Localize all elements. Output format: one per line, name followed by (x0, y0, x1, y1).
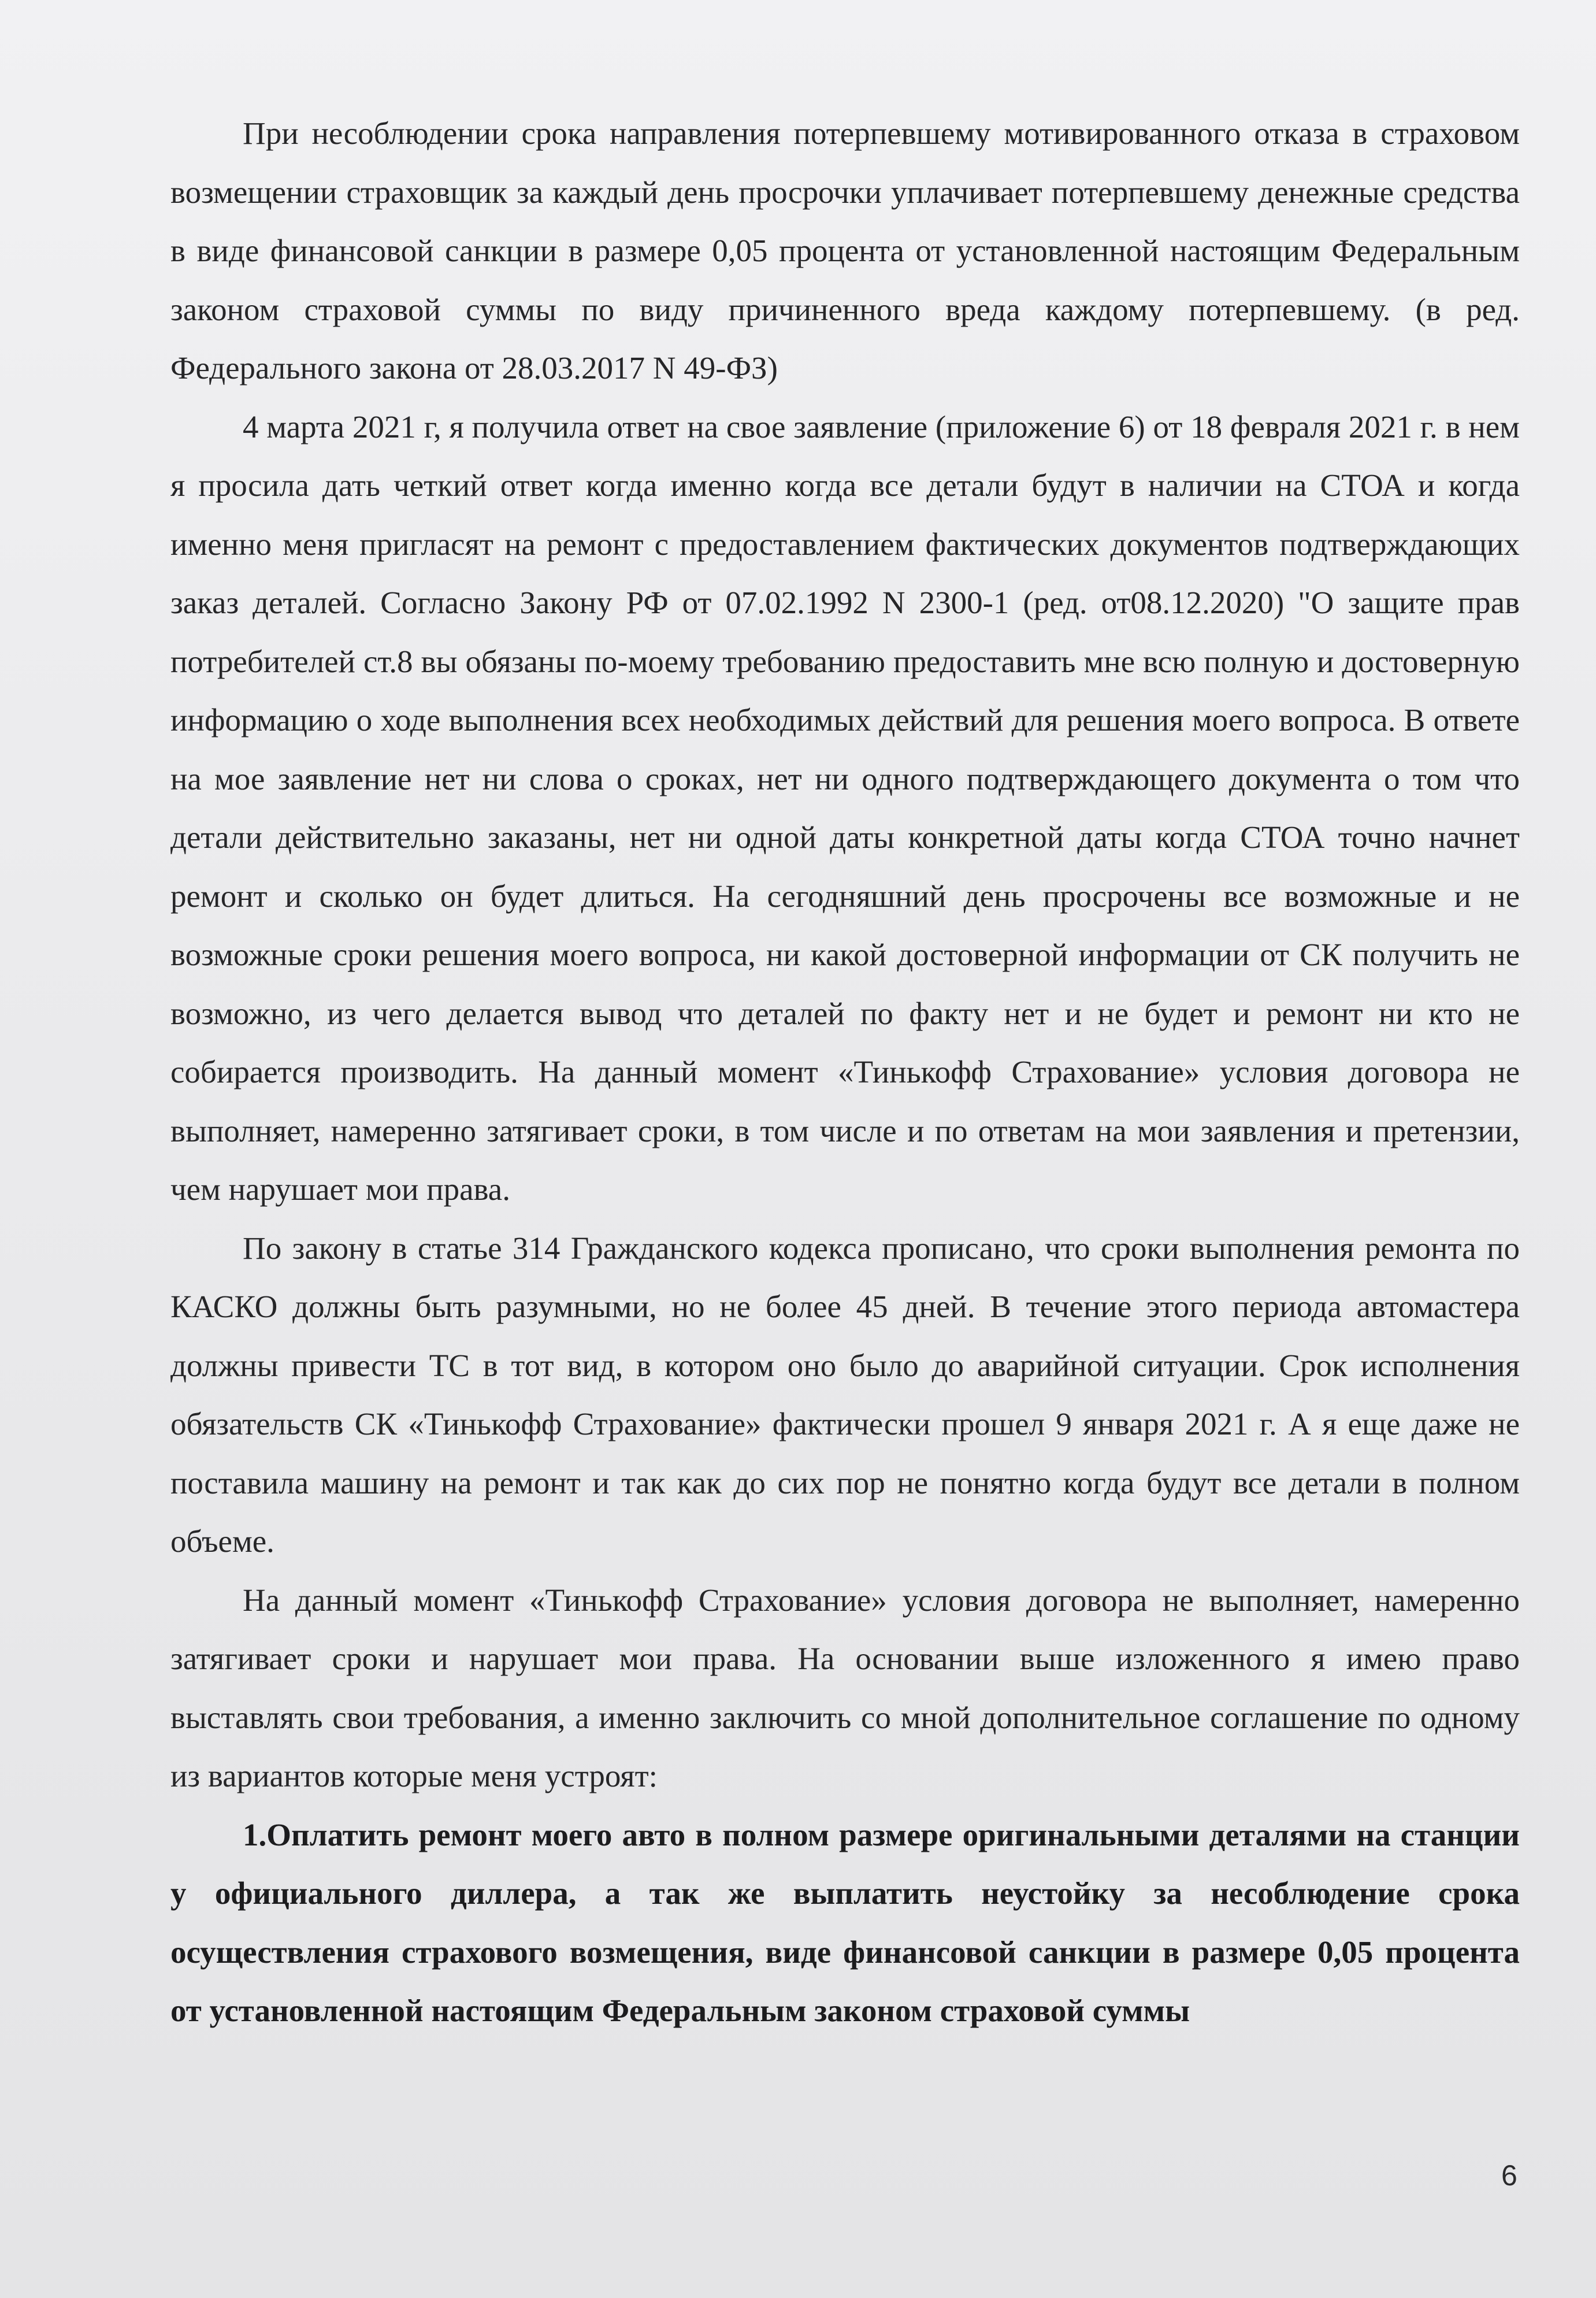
document-body (170, 104, 1520, 2040)
page-number: 6 (1501, 2159, 1517, 2192)
paragraph-financial-sanction: При несоблюдении срока направления потерпевшему мотивированного отказа в страховом возмещении страховщик за каждый день просрочки уплачивает потерпевшему денежные средства в виде финансовой санкции в размере 0,05 процента от установленной настоящим Федеральным законом страховой суммы по виду причиненного вреда каждому потерпевшему. (в ред. Федерального закона от 28.03.2017 N 49-ФЗ) (170, 116, 1520, 386)
paragraph-article-314: По закону в статье 314 Гражданского кодекса прописано, что сроки выполнения ремонта по КАСКО должны быть разумными, но не более 45 дней. В течение этого периода автомастера должны привести ТС в тот вид, в котором оно было до аварийной ситуации. Срок исполнения обязательств СК «Тинькофф Страхование» фактически прошел 9 января 2021 г. А я еще даже не поставила машину на ремонт и так как до сих пор не понятно когда будут все детали в полном объеме. (170, 1230, 1520, 1559)
paragraph-demand-1: 1.Оплатить ремонт моего авто в полном размере оригинальными деталями на станции у официального диллера, а так же выплатить неустойку за несоблюдение срока осуществления страхового возмещения, виде финансовой санкции в размере 0,05 процента от установленной настоящим Федеральным законом страховой суммы (170, 1817, 1520, 2028)
paragraph-response-march-4: 4 марта 2021 г, я получила ответ на свое заявление (приложение 6) от 18 февраля 2021 г. в нем я просила дать четкий ответ когда именно когда все детали будут в наличии на СТОА и когда именно меня пригласят на ремонт с предоставлением фактических документов подтверждающих заказ деталей. Согласно Закону РФ от 07.02.1992 N 2300-1 (ред. от08.12.2020) "О защите прав потребителей ст.8 вы обязаны по-моему требованию предоставить мне всю полную и достоверную информацию о ходе выполнения всех необходимых действий для решения моего вопроса. В ответе на мое заявление нет ни слова о сроках, нет ни одного подтверждающего документа о том что детали действительно заказаны, нет ни одной даты конкретной даты когда СТОА точно начнет ремонт и сколько он будет длиться. На сегодняшний день просрочены все возможные и не возможные сроки решения моего вопроса, ни какой достоверной информации от СК получить не возможно, из чего делается вывод что деталей по факту нет и не будет и ремонт ни кто не собирается производить. На данный момент «Тинькофф Страхование» условия договора не выполняет, намеренно затягивает сроки, в том числе и по ответам на мои заявления и претензии, чем нарушает мои права. (170, 409, 1520, 1207)
paragraph-contract-violation: На данный момент «Тинькофф Страхование» условия договора не выполняет, намеренно затягивает сроки и нарушает мои права. На основании выше изложенного я имею право выставлять свои требования, а именно заключить со мной дополнительное соглашение по одному из вариантов которые меня устроят: (170, 1582, 1520, 1793)
